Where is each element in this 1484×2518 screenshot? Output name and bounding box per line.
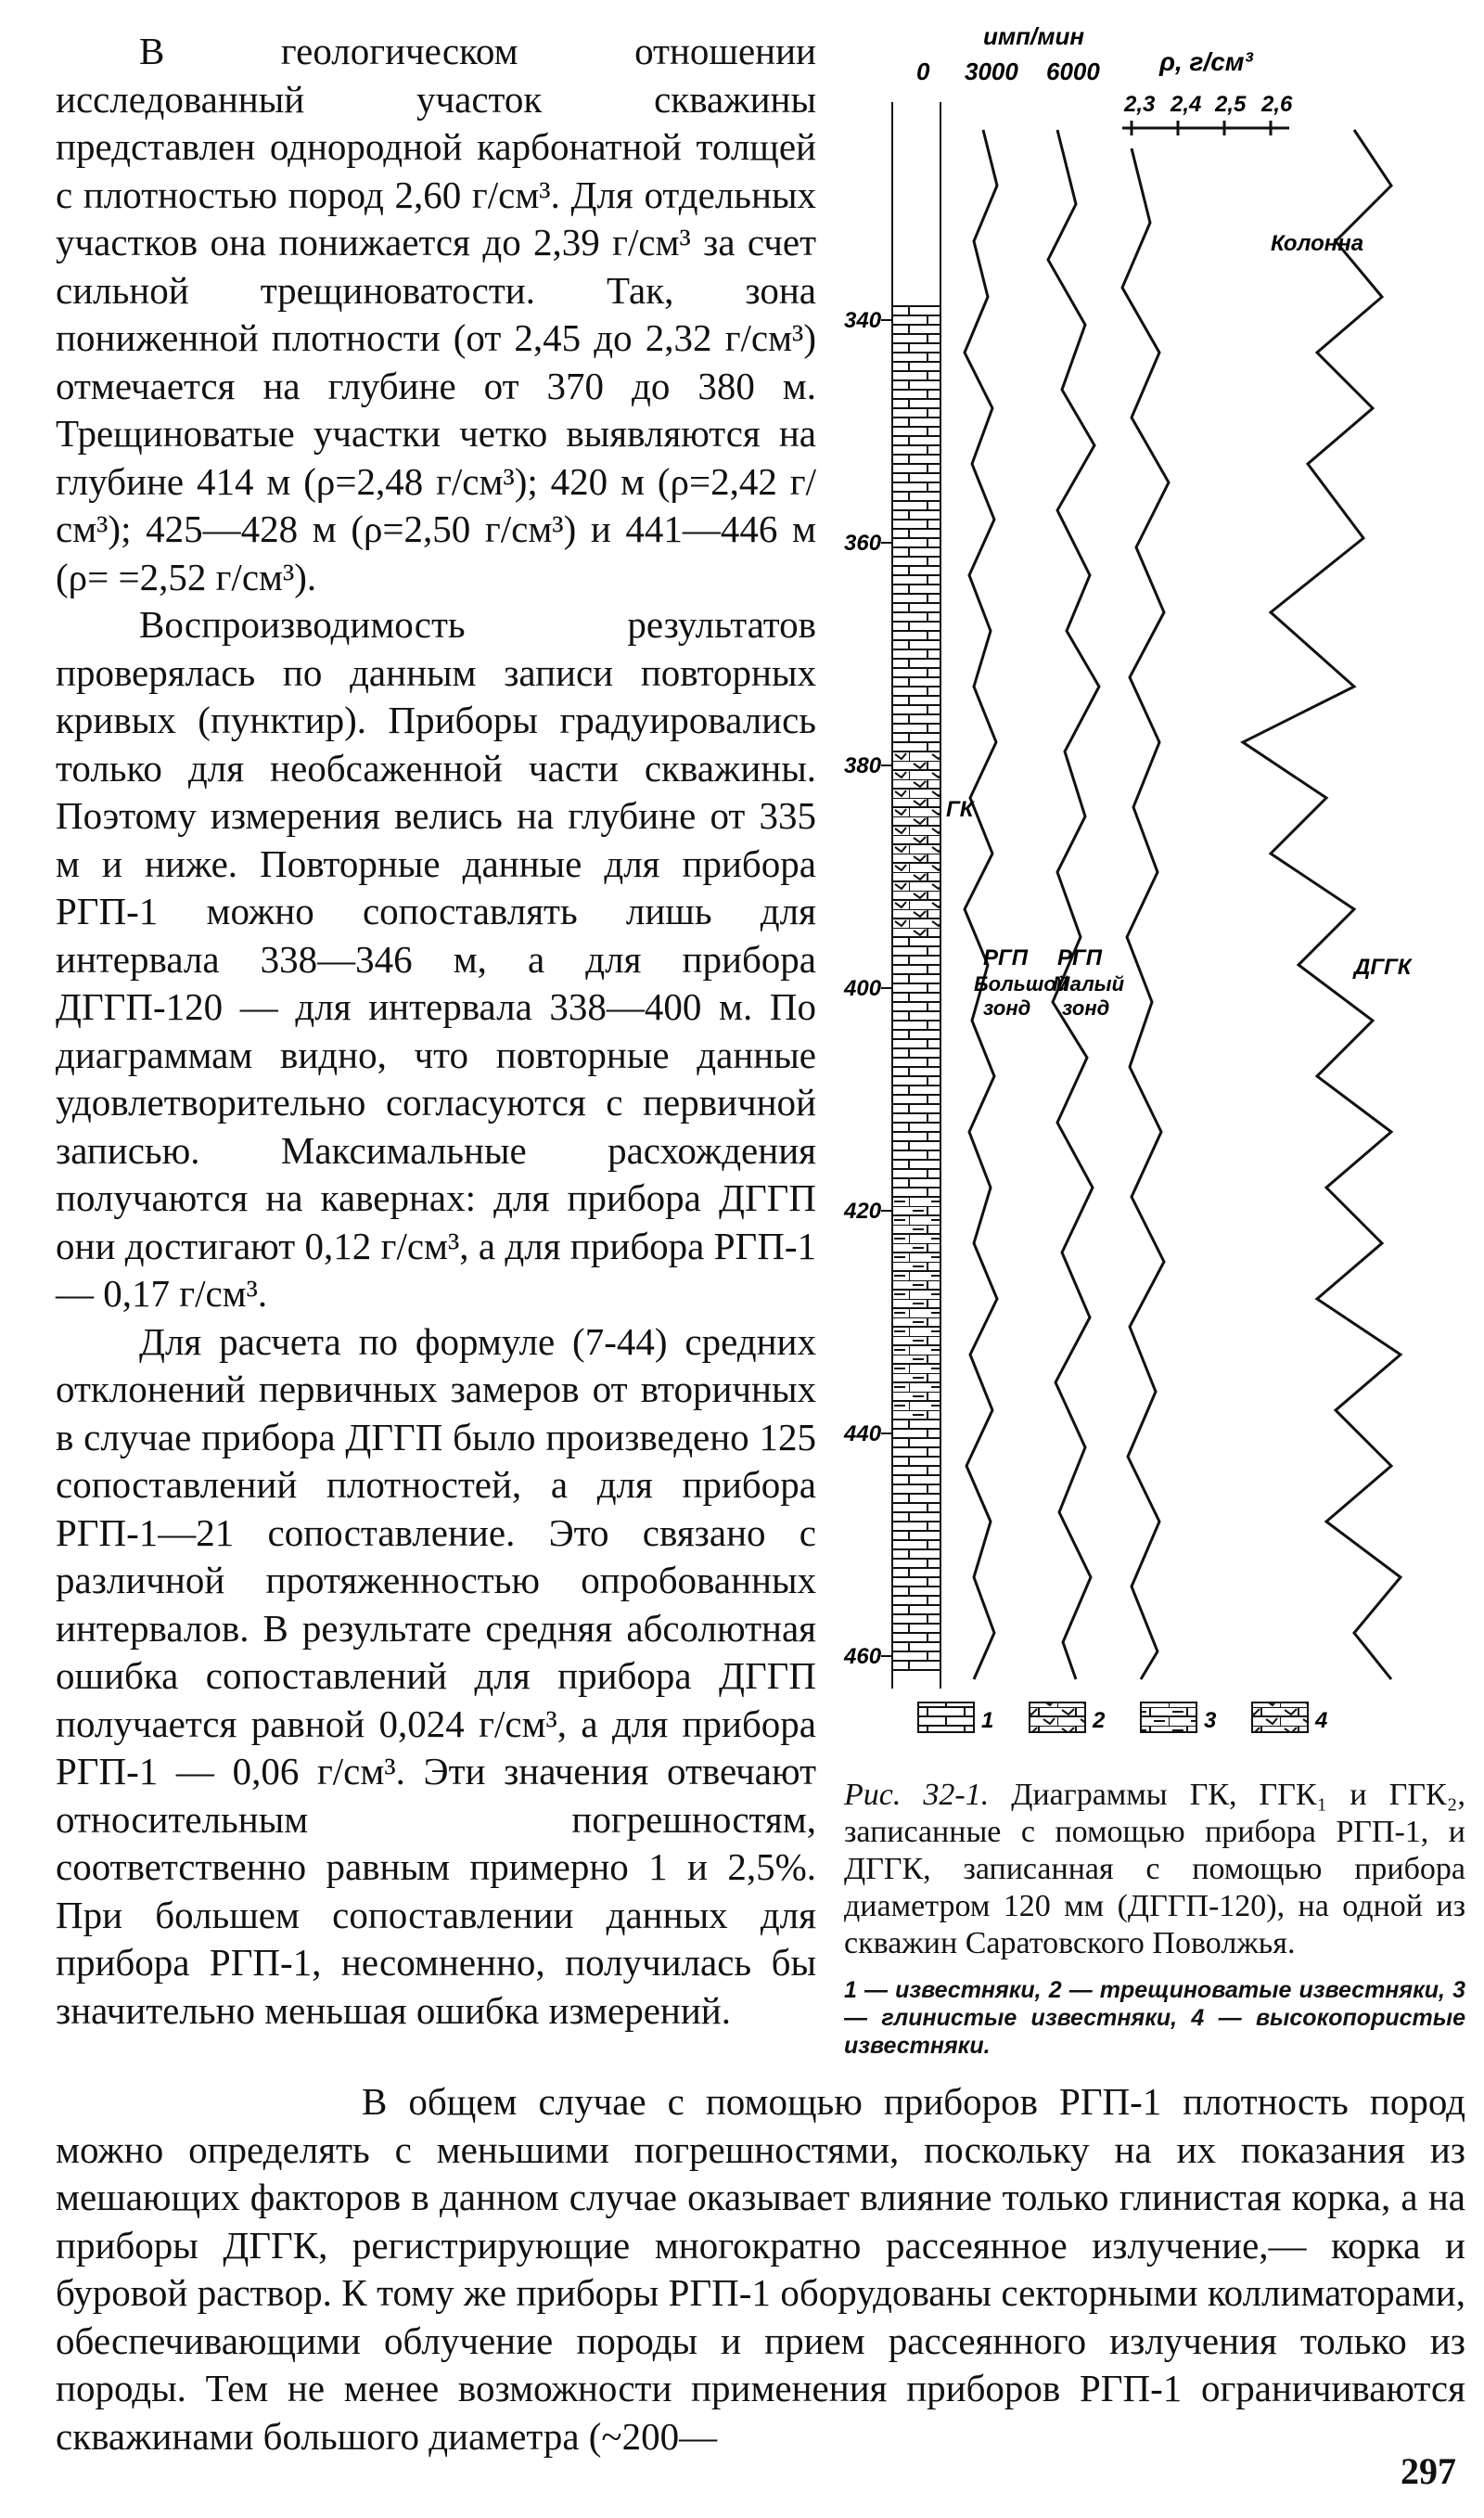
- caption-legend: 1 — известняки, 2 — трещиноватые известняки, 3 — глинистые известняки, 4 — высокопористые известняки.: [844, 1977, 1465, 2059]
- top-axis-unit: имп/мин: [983, 22, 1085, 50]
- density-tick-24: 2,4: [1171, 92, 1202, 117]
- legend-swatch-4: [1252, 1702, 1308, 1732]
- paragraph-2: Воспроизводимость результатов проверялась по данным записи повторных кривых (пунктир). Приборы градуировались только для необсаженной части скважины. Поэтому измерения велись на глубине от 335 м и ниже. Повторные данные для прибора РГП-1 можно сопоставлять лишь для интервала 338—346 м, а для прибора ДГГП-120 — для интервала 338—400 м. По диаграммам видно, что повторные данные удовлетворительно согласуются с первичной записью. Максимальные расхождения получаются на кавернах: для прибора ДГГП они достигают 0,12 г/см³, а для прибора РГП-1 — 0,17 г/см³.: [56, 603, 816, 1315]
- paragraph-4: В общем случае с помощью приборов РГП-1 плотность пород можно определять с меньшими погрешностями, поскольку на их показания из мешающих факторов в данном случае оказывает влияние только глинистая корка, а на приборы ДГГК, регистрирующие многократно рассеянное излучение,— корка и буровой раствор. К тому же приборы РГП-1 оборудованы секторными коллиматорами, обеспечивающими облучение породы и прием рассеянного излучения только из породы. Тем не менее возможности применения приборов РГП-1 ограничиваются скважинами большого диаметра (~200—: [56, 2080, 1465, 2458]
- label-dggk: ДГГК: [1354, 955, 1412, 980]
- label-rgp-big-3: зонд: [983, 996, 1031, 1020]
- label-rgp-small-2: Малый: [1053, 972, 1125, 996]
- lithology-clayey: [892, 1197, 940, 1420]
- label-rgp-small-3: зонд: [1062, 996, 1110, 1020]
- density-unit: ρ, г/см³: [1159, 47, 1253, 76]
- density-tick-26: 2,6: [1261, 92, 1293, 117]
- lithology-limestone-lower: [892, 1420, 940, 1670]
- tick-6000: 6000: [1046, 58, 1100, 85]
- label-rgp-small: РГП: [1057, 945, 1102, 970]
- legend-num-2: 2: [1093, 1708, 1106, 1733]
- rgp-big-curve: [1048, 130, 1099, 1679]
- depth-360: 360: [844, 531, 882, 556]
- depth-440: 440: [844, 1421, 882, 1446]
- well-log-svg: [835, 19, 1465, 1763]
- label-casing: Колонна: [1271, 231, 1364, 256]
- paragraph-1: В геологическом отношении исследованный участок скважины представлен однородной карбонатной толщей с плотностью пород 2,60 г/см³. Для отдельных участков она понижается до 2,39 г/см³ за счет сильной трещиноватости. Так, зона пониженной плотности (от 2,45 до 2,32 г/см³) отмечается на глубине от 370 до 380 м. Трещиноватые участки четко выявляются на глубине 414 м (ρ=2,48 г/см³); 420 м (ρ=2,42 г/см³); 425—428 м (ρ=2,50 г/см³) и 441—446 м (ρ= =2,52 г/см³).: [56, 30, 816, 598]
- lithology-fractured: [892, 752, 940, 937]
- depth-420: 420: [844, 1199, 882, 1224]
- lithology-limestone-upper: [892, 306, 940, 752]
- label-gk: ГК: [946, 797, 974, 822]
- density-tick-25: 2,5: [1215, 92, 1247, 117]
- legend-swatch-2: [1030, 1702, 1085, 1732]
- depth-460: 460: [844, 1644, 882, 1669]
- density-axis: [1122, 121, 1289, 135]
- paragraph-3: Для расчета по формуле (7-44) средних отклонений первичных замеров от вторичных в случае прибора ДГГП было произведено 125 сопоставлений плотностей, а для прибора РГП-1—21 сопоставление. Это связано с различной протяженностью опробованных интервалов. В результате средняя абсолютная ошибка сопоставлений для прибора ДГГП получается равной 0,024 г/см³, а для прибора РГП-1 — 0,06 г/см³. Эти значения отвечают относительным погрешностям, соответственно равным примерно 1 и 2,5%. При большем сопоставлении данных для прибора РГП-1, несомненно, получилась бы значительно меньшая ошибка измерений.: [56, 1319, 816, 2032]
- legend-swatch-1: [918, 1702, 974, 1732]
- caption-text: Диаграммы ГК, ГГК₁ и ГГК₂, записанные с помощью прибора РГП-1, и ДГГК, записанная с помощью прибора диаметром 120 мм (ДГГП-120), на одной из скважин Саратовского Поволжья.: [844, 1778, 1466, 1960]
- label-rgp-big: РГП: [983, 945, 1028, 970]
- legend-num-1: 1: [981, 1708, 994, 1733]
- label-rgp-big-2: Большой: [974, 972, 1069, 996]
- legend-num-3: 3: [1204, 1708, 1217, 1733]
- lithology-limestone-mid: [892, 937, 940, 1197]
- tick-3000: 3000: [965, 58, 1018, 85]
- left-column-text: [56, 28, 816, 2035]
- full-width-text: [56, 2078, 1465, 2460]
- caption-lead: Рис. 32-1.: [844, 1778, 990, 1812]
- dggk-curve: [1243, 130, 1401, 1679]
- legend-swatch-3: [1141, 1702, 1196, 1732]
- rgp-small-curve: [1122, 148, 1169, 1679]
- depth-340: 340: [844, 308, 882, 333]
- figure-caption: [844, 1777, 1465, 1962]
- density-tick-23: 2,3: [1124, 92, 1156, 117]
- depth-380: 380: [844, 753, 882, 778]
- legend-num-4: 4: [1315, 1708, 1328, 1733]
- depth-ticks: [881, 320, 892, 1656]
- well-log-figure: [835, 19, 1465, 2060]
- depth-400: 400: [844, 976, 882, 1001]
- gk-curve: [965, 130, 997, 1679]
- tick-0: 0: [916, 58, 930, 85]
- page-number: 297: [1401, 2450, 1456, 2492]
